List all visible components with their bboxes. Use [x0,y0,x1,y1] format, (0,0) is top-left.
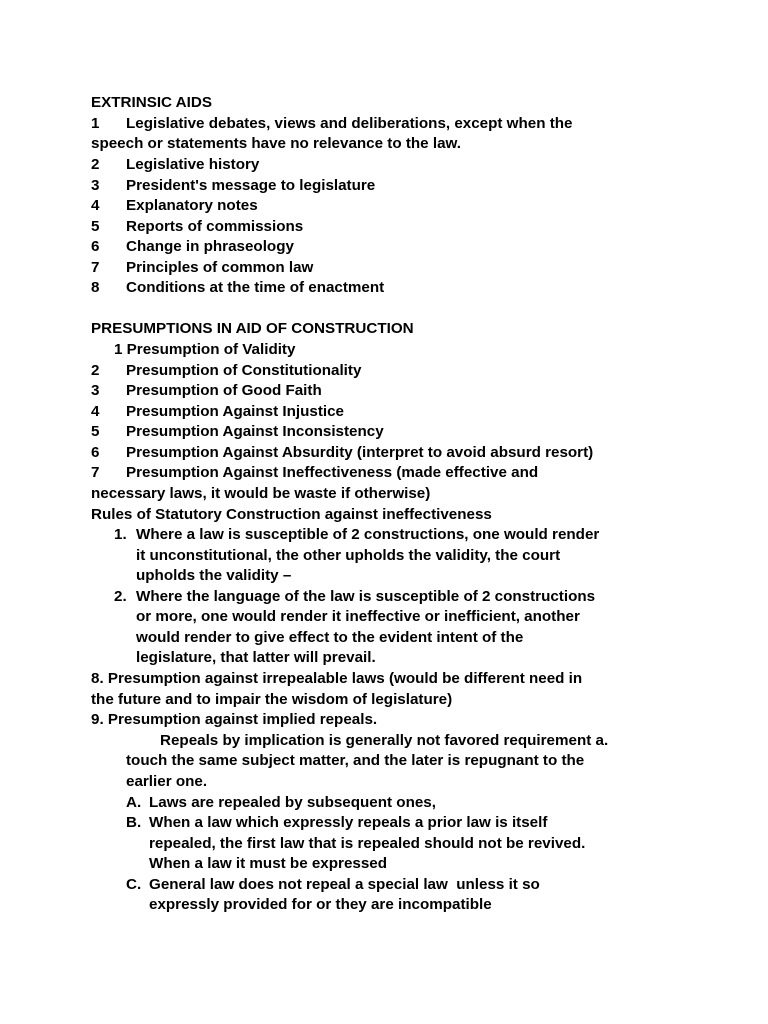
presumption-item-text: Presumption Against Absurdity (interpret to avoid absurd resort) [126,444,594,461]
presumption-item-text: Presumption of Constitutionality [126,362,362,379]
implied-item-letter: B. [126,814,142,831]
implied-repeals-heading: 9. Presumption against implied repeals. [91,711,378,728]
extrinsic-item-number: 1 [91,115,100,132]
extrinsic-item-text: Legislative debates, views and deliberations, except when the [126,115,573,132]
implied-item-line: expressly provided for or they are incompatible [149,896,492,913]
extrinsic-item-text: Explanatory notes [126,197,258,214]
rule-item-number: 2. [114,588,127,605]
implied-item-line: When a law which expressly repeals a prior law is itself [149,814,548,831]
implied-item-line: General law does not repeal a special law unless it so [149,876,540,893]
extrinsic-item-text: Reports of commissions [126,218,304,235]
implied-item-letter: C. [126,876,142,893]
presumption-item-continuation: necessary laws, it would be waste if otherwise) [91,485,431,502]
extrinsic-heading: EXTRINSIC AIDS [91,94,212,111]
rule-item-line: Where a law is susceptible of 2 constructions, one would render [136,526,600,543]
irrepealable-line: 8. Presumption against irrepealable laws (would be different need in [91,670,583,687]
rule-item-line: it unconstitutional, the other upholds the validity, the court [136,547,561,564]
extrinsic-item-text: Conditions at the time of enactment [126,279,385,296]
presumptions-heading: PRESUMPTIONS IN AID OF CONSTRUCTION [91,320,414,337]
extrinsic-item-number: 4 [91,197,100,214]
rule-item-line: upholds the validity – [136,567,292,584]
presumption-item-number: 2 [91,362,100,379]
extrinsic-item-text: President's message to legislature [126,177,376,194]
extrinsic-item-number: 3 [91,177,100,194]
rule-item-number: 1. [114,526,127,543]
extrinsic-item-continuation: speech or statements have no relevance to the law. [91,135,461,152]
rules-heading: Rules of Statutory Construction against ineffectiveness [91,506,492,523]
presumption-item-number: 3 [91,382,100,399]
extrinsic-item-number: 7 [91,259,100,276]
implied-repeals-paragraph-line: Repeals by implication is generally not favored requirement a. [160,732,609,749]
presumption-first-item: 1 Presumption of Validity [114,341,296,358]
presumption-item-text: Presumption of Good Faith [126,382,322,399]
implied-item-line: Laws are repealed by subsequent ones, [149,794,436,811]
rule-item-line: legislature, that latter will prevail. [136,649,376,666]
extrinsic-item-number: 6 [91,238,100,255]
presumption-item-number: 6 [91,444,100,461]
extrinsic-item-number: 8 [91,279,100,296]
presumption-item-number: 5 [91,423,100,440]
presumption-item-number: 4 [91,403,100,420]
implied-item-letter: A. [126,794,142,811]
extrinsic-item-text: Legislative history [126,156,260,173]
extrinsic-item-number: 5 [91,218,100,235]
irrepealable-line: the future and to impair the wisdom of legislature) [91,691,453,708]
presumption-item-text: Presumption Against Inconsistency [126,423,384,440]
implied-item-line: repealed, the first law that is repealed should not be revived. [149,835,586,852]
extrinsic-item-text: Principles of common law [126,259,314,276]
presumption-item-number: 7 [91,464,100,481]
presumption-item-text: Presumption Against Injustice [126,403,345,420]
rule-item-line: would render to give effect to the evident intent of the [136,629,524,646]
presumption-item-text: Presumption Against Ineffectiveness (made effective and [126,464,539,481]
extrinsic-item-number: 2 [91,156,100,173]
implied-repeals-paragraph-line: earlier one. [126,773,208,790]
rule-item-line: Where the language of the law is susceptible of 2 constructions [136,588,596,605]
implied-item-line: When a law it must be expressed [149,855,388,872]
implied-repeals-paragraph-line: touch the same subject matter, and the later is repugnant to the [126,752,585,769]
extrinsic-item-text: Change in phraseology [126,238,294,255]
rule-item-line: or more, one would render it ineffective or inefficient, another [136,608,580,625]
